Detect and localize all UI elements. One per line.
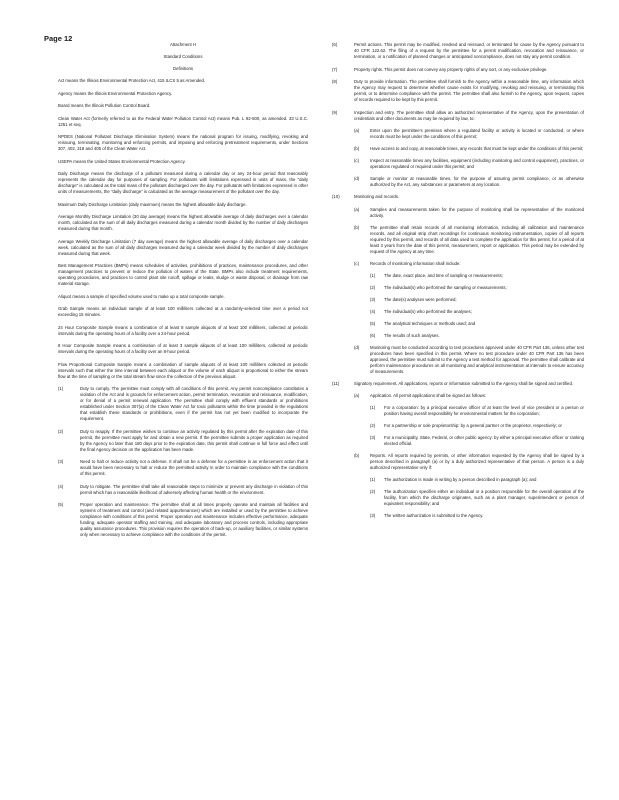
condition-item [58,484,308,496]
item-text: Inspection and entry. The permittee shall allow an authorized representative of the Agency, upon the presentation of credentials and other documents as may be required by law, to: [354,109,584,121]
item-text: Enter upon the permittee's premises where a regulated facility or activity is located or conducted, or where records must be kept under the conditions of this permit; [370,128,584,139]
item-text: Proper operation and maintenance. The permittee shall at all times properly operate and maintain all facilities and systems of treatment and control (and related appurtenances) which are installed or used by the permittee to achieve compliance with conditions of this permit. Proper operation and maintenance includes effective performance, adequate funding, adequate operator staffing and training, and adequate laboratory and process controls, including appropriate quality assurance procedures. This provision requires the operation of back-up, or auxiliary facilities, or similar systems only when necessary to achieve compliance with the conditions of the permit. [80,502,308,537]
signatory-item [332,435,584,447]
monitoring-item [332,261,584,267]
item-text: Inspect at reasonable times any facilities, equipment (including monitoring and control equipment), practices, or operations regulated or required under this permit; and [370,158,584,169]
item-number: (2) [370,423,376,428]
item-text: For a municipality, State, Federal, or other public agency: by either a principal executive officer or ranking elected official. [384,435,584,446]
definition-paragraph: NPDES (National Pollutant Discharge Elimination System) means the national program for issuing, modifying, revoking and reissuing, terminating, monitoring and enforcing permits, and imposing and enforcing pretreatment requirements, under Sections 307, 402, 318 and 405 of the Clean Water Act. [58,134,308,151]
inspection-item [332,176,584,188]
definition-paragraph: Grab Sample means an individual sample of at least 100 milliliters collected at a randomly-selected time over a period not exceeding 15 minutes. [58,306,308,317]
item-number: (7) [332,66,338,72]
item-text: The date(s) analyses were performed; [384,296,457,302]
records-item [332,273,584,279]
definition-paragraph: Agency means the Illinois Environmental Protection Agency. [58,90,173,96]
monitoring-heading: (10) Monitoring and records. [332,194,400,199]
records-item [332,285,584,291]
item-text: Need to halt or reduce activity not a defense. It shall not be a defense for a permittee in an enforcement action that it would have been necessary to halt or reduce the permitted activity in order to maintain compliance with the conditions of this permit. [80,459,308,476]
item-number: (1) [370,272,376,278]
item-text: Have access to and copy, at reasonable times, any records that must be kept under the conditions of this permit; [370,146,584,151]
item-number: (a) [354,128,360,133]
definition-paragraph: Aliquot means a sample of specified volume used to make up a total composite sample. [58,293,225,299]
signatory-application-items [332,405,584,447]
attachment-title: Attachment H [169,42,197,47]
signatory-heading: (11) Signatory requirement. All applications, reports or information submitted to the Agency shall be signed and certified. [332,380,574,386]
condition-item [58,429,308,453]
item-text: The individual(s) who performed the sampling or measurements; [384,284,507,290]
item-number: (2) [370,284,376,290]
conditions-list [58,386,308,538]
definition-paragraph: Average Monthly Discharge Limitation (30 day average) means the highest allowable average of daily discharges over a calendar month, calculated as the sum of all daily discharges measured during a calendar month divided by the number of daily discharges measured during that month. [58,214,308,231]
item-text: The results of such analyses. [384,332,440,338]
records-item [332,321,584,327]
signatory-item [332,423,584,429]
monitoring-d: (d) Monitoring must be conducted according to test procedures approved under 40 CFR Part 136, unless other test procedures have been specified in this permit. Where no test procedure under 40 CFR Part 136 has been approved, the permittee must submit to the Agency a test method for approval. The permittee shall calibrate and perform maintenance procedures on all monitoring and analytical instrumentation at intervals to ensure accuracy of measurements. [354,344,584,374]
item-text: The authorization is made in writing by a person described in paragraph (a); and [384,477,537,482]
condition-item [58,459,308,477]
conditions-list [332,42,584,122]
signatory-item [332,513,584,519]
signatory-item [332,405,584,417]
definition-paragraph: Clean Water Act (formerly referred to as the Federal Water Pollution Control Act) means Pub. L 92-500, as amended. 33 U.S.C. 1251 et seq. [58,115,308,127]
signatory-item [332,489,584,507]
definitions-title: Definitions [172,66,194,71]
signatory-item [332,477,584,483]
item-number: (b) [354,146,360,151]
condition-item [332,67,584,73]
condition-item [332,110,584,122]
item-text: For a partnership or sole proprietorship: by a general partner or the proprietor, respectively; or [384,423,562,428]
records-item [332,309,584,315]
item-number: (d) [354,176,360,181]
item-text: Duty to mitigate. The permittee shall take all reasonable steps to minimize or prevent any discharge in violation of this permit which has a reasonable likelihood of adversely affecting human health or the environment. [80,483,308,495]
item-text: Duty to provide information. The permittee shall furnish to the Agency within a reasonable time, any information which the Agency may request to determine whether cause exists for modifying, revoking and reissuing, or terminating this permit, or to determine compliance with the permit. The permittee shall also furnish to the Agency, upon request, copies of records required to be kept by this permit. [354,79,584,102]
item-text: Permit actions. This permit may be modified, revoked and reissued, or terminated for cause by the Agency pursuant to 40 CFR 122.62. The filing of a request by the permittee for a permit modification, revocation and reissuance, or termination, or a notification of planned changes or anticipated noncompliance, does not stay any permit condition. [354,42,584,59]
item-text: Duty to comply. The permittee must comply with all conditions of this permit. Any permit noncompliance constitutes a violation of the Act and is grounds for enforcement action, permit termination, revocation and reissuance, modification, or for denial of a permit renewal application. The permittee shall comply with effluent standards or prohibitions established under Section 307(a) of the Clean Water Act for toxic pollutants within the time provided in the regulations that establish these standards or prohibitions, even if the permit has not yet been modified to incorporate the requirement. [80,386,308,421]
item-text: Samples and measurements taken for the purpose of monitoring shall be representative of the monitored activity. [370,206,584,218]
item-number: (1) [58,386,64,391]
item-text: The written authorization is submitted to the Agency. [384,513,484,518]
definition-paragraph: Flow Proportional Composite Sample means a combination of sample aliquots of at least 100 milliliters collected at periodic intervals such that either the time interval between each aliquot or the volume of each aliquot is proportional to either the stream flow at the time of sampling or the total stream flow since the collection of the previous aliquot. [58,361,308,379]
item-text: Duty to reapply. If the permittee wishes to continue an activity regulated by this permit after the expiration date of this permit, the permittee must apply for and obtain a new permit. If the permittee submits a proper application as required by the Agency no later than 180 days prior to the expiration date, this permit shall continue in full force and effect until the final Agency decision on the application has been made. [80,428,308,452]
records-item [332,333,584,339]
condition-item [58,502,308,538]
definition-paragraph: Daily Discharge means the discharge of a pollutant measured during a calendar day or any 24-hour period that reasonably represents the calendar day for purposes of sampling. For pollutants with limitations expressed in units of mass, the "daily discharge" is calculated as the total mass of the pollutant discharged over the day. For pollutants with limitations expressed in other units of measurements, the "daily discharge" is calculated as the average measurement of the pollutant over the day. [58,171,308,194]
definition-paragraph: 8 Hour Composite Sample means a combination of at least 3 sample aliquots of at least 100 milliliters, collected at periodic intervals during the operating hours of a facility over an 8-hour period. [58,343,308,354]
definition-paragraph: Average Weekly Discharge Limitation (7 day average) means the highest allowable average of daily discharges over a calendar week, calculated as the sum of all daily discharges measured during a calendar week divided by the number of daily discharges measured during that week. [58,238,308,256]
item-text: The individual(s) who performed the analyses; [384,308,472,314]
definition-paragraph: Best Management Practices (BMPs) means schedules of activities, prohibitions of practices, maintenance procedures, and other management practices to prevent or reduce the pollution of waters of the State. BMPs also include treatment requirements, operating procedures, and practices to control plant site runoff, spillage or leaks, sludge or waste disposal, or drainage from raw material storage. [58,263,308,286]
item-number: (c) [354,158,360,163]
item-text: The authorization specifies either an individual or a position responsible for the overall operation of the facility, from which the discharge originates, such as a plant manager, superintendent or person of equivalent responsibility; and [384,489,584,506]
condition-item [58,386,308,422]
definition-paragraph: Board means the Illinois Pollution Control Board. [58,103,151,108]
condition-item [332,79,584,103]
item-number: (6) [332,42,338,47]
item-text: For a corporation: by a principal executive officer of at least the level of vice president or a person or position having overall responsibility for environmental matters for the corporation; [384,405,584,416]
right-column [332,42,584,525]
item-number: (b) [354,224,360,230]
signatory-reports-items [332,477,584,519]
inspection-item [332,158,584,170]
item-number: (4) [370,308,376,314]
monitoring-item [332,207,584,219]
monitoring-items [332,207,584,267]
standard-conditions-title: Standard Conditions [163,54,203,59]
item-number: (3) [370,435,376,440]
inspection-item [332,128,584,140]
definition-paragraph: 24 Hour Composite Sample means a combination of at least 8 sample aliquots of at least 100 milliliters, collected at periodic intervals during the operating hours of a facility over a 24-hour period. [58,324,308,336]
item-number: (3) [58,459,64,464]
definition-paragraph: Act means the Illinois Environmental Protection Act, 415 ILCS 5 as Amended. [58,78,206,83]
item-number: (1) [370,477,376,482]
item-number: (2) [370,489,376,494]
item-number: (5) [370,320,376,326]
item-text: The permittee shall retain records of all monitoring information, including all calibration and maintenance records, and all original strip chart recordings for continuous monitoring instrumentation, copies of all reports required by this permit, and records of all data used to complete the application for this permit, for a period of at least 3 years from the date of this permit, measurement, report or application. This period may be extended by request of the Agency at any time. [370,224,584,254]
item-number: (a) [354,206,360,212]
records-item [332,297,584,303]
item-text: The analytical techniques or methods used; and [384,320,476,326]
page-number: Page 12 [44,34,73,43]
item-text: Property rights. This permit does not convey any property rights of any sort, or any exclusive privilege. [354,66,548,72]
records-items [332,273,584,339]
monitoring-item [332,225,584,255]
item-text: Records of monitoring information shall include: [370,260,461,266]
inspection-item [332,146,584,152]
item-number: (9) [332,109,338,115]
item-number: (1) [370,405,376,410]
item-number: (3) [370,296,376,302]
inspection-items [332,128,584,188]
item-number: (5) [58,502,64,507]
definitions-list [58,78,308,380]
item-number: (3) [370,513,376,518]
item-number: (6) [370,332,376,338]
left-column [58,42,308,545]
item-number: (2) [58,428,64,434]
item-text: Sample or monitor at reasonable times, for the purpose of assuring permit compliance, or as otherwise authorized by the Act, any substances or parameters at any location. [370,176,584,187]
item-number: (c) [354,260,360,266]
item-number: (4) [58,483,64,489]
item-number: (8) [332,79,338,84]
definition-paragraph: Maximum Daily Discharge Limitation (daily maximum) means the highest allowable daily discharge. [58,201,247,207]
signatory-application: (a) Application. All permit applications shall be signed as follows: [354,393,487,398]
condition-item [332,42,584,60]
signatory-reports: (b) Reports. All reports required by permits, or other information requested by the Agency shall be signed by a person described in paragraph (a) or by a duly authorized representative of that person. A person is a duly authorized representative only if: [354,453,584,470]
item-text: The date, exact place, and time of sampling or measurements; [384,272,503,278]
definition-paragraph: USEPA means the United States Environmental Protection Agency. [58,158,186,164]
